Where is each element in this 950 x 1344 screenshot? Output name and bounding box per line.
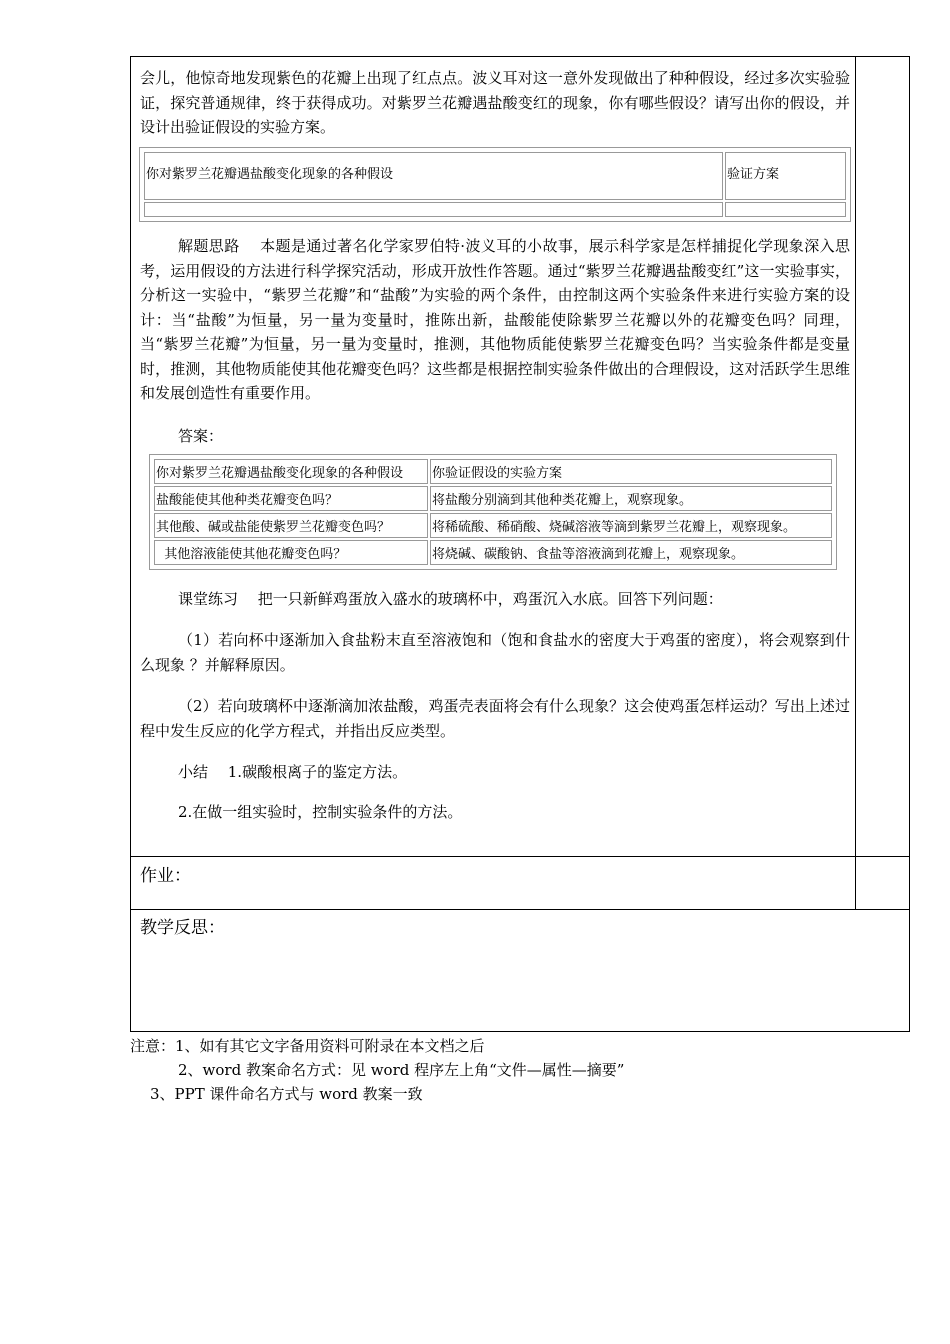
hypothesis-empty-cell xyxy=(144,202,723,217)
hypothesis-cell: 其他酸、碱或盐能使紫罗兰花瓣变色吗？ xyxy=(154,513,428,538)
answer-header-hypothesis: 你对紫罗兰花瓣遇盐酸变化现象的各种假设 xyxy=(154,459,428,484)
hypothesis-cell: 其他溶液能使其他花瓣变色吗？ xyxy=(154,540,428,565)
answer-label: 答案： xyxy=(178,427,224,445)
plan-cell: 将盐酸分别滴到其他种类花瓣上，观察现象。 xyxy=(430,486,832,511)
plan-cell: 将稀硫酸、稀硝酸、烧碱溶液等滴到紫罗兰花瓣上，观察现象。 xyxy=(430,513,832,538)
answer-table-header-row xyxy=(154,459,832,484)
summary-line-1: 小结 1.碳酸根离子的鉴定方法。 xyxy=(178,763,408,781)
reflection-divider xyxy=(130,909,910,910)
verification-header: 验证方案 xyxy=(725,152,846,200)
table-row xyxy=(154,513,832,538)
question-2: （2）若向玻璃杯中逐渐滴加浓盐酸，鸡蛋壳表面将会有什么现象？这会使鸡蛋怎样运动？写出上述过程中发生反应的化学方程式，并指出反应类型。 xyxy=(140,697,850,740)
reflection-label: 教学反思： xyxy=(140,918,225,938)
answer-table xyxy=(149,454,837,570)
note-line-3: 3、PPT 课件命名方式与 word 教案一致 xyxy=(150,1085,423,1103)
question-1: （1）若向杯中逐渐加入食盐粉末直至溶液饱和（饱和食盐水的密度大于鸡蛋的密度），将会观察到什么现象 ？并解释原因。 xyxy=(140,631,850,674)
plan-cell: 将烧碱、碳酸钠、食盐等溶液滴到花瓣上，观察现象。 xyxy=(430,540,832,565)
answer-header-plan: 你验证假设的实验方案 xyxy=(430,459,832,484)
note-line-1: 注意：1、如有其它文字备用资料可附录在本文档之后 xyxy=(130,1037,485,1055)
table-row xyxy=(154,540,832,565)
hypothesis-table xyxy=(139,147,851,222)
side-column-divider xyxy=(855,56,856,909)
hypothesis-cell: 盐酸能使其他种类花瓣变色吗？ xyxy=(154,486,428,511)
homework-divider xyxy=(130,856,910,857)
intro-paragraph: 会儿，他惊奇地发现紫色的花瓣上出现了红点点。波义耳对这一意外发现做出了种种假设，经过多次实验验证，探究普通规律，终于获得成功。对紫罗兰花瓣遇盐酸变红的现象，你有哪些假设？请写出你的假设，并设计出验证假设的实验方案。 xyxy=(140,69,850,136)
note-line-2: 2、word 教案命名方式：见 word 程序左上角“文件—属性—摘要” xyxy=(178,1061,625,1079)
practice-paragraph: 课堂练习 把一只新鲜鸡蛋放入盛水的玻璃杯中，鸡蛋沉入水底。回答下列问题： xyxy=(178,590,723,608)
table-row xyxy=(154,486,832,511)
hypothesis-header: 你对紫罗兰花瓣遇盐酸变化现象的各种假设 xyxy=(144,152,723,200)
homework-label: 作业： xyxy=(140,866,191,886)
summary-line-2: 2.在做一组实验时，控制实验条件的方法。 xyxy=(178,803,463,821)
verification-empty-cell xyxy=(725,202,846,217)
analysis-paragraph: 解题思路 本题是通过著名化学家罗伯特·波义耳的小故事，展示科学家是怎样捕捉化学现象深入思考，运用假设的方法进行科学探究活动，形成开放性作答题。通过“紫罗兰花瓣遇盐酸变红”这一实验事实，分析这一实验中，“紫罗兰花瓣”和“盐酸”为实验的两个条件，由控制这两个实验条件来进行实验方案的设计：当“盐酸”为恒量，另一量为变量时，推陈出新，盐酸能使除紫罗兰花瓣以外的花瓣变色吗？同理，当“紫罗兰花瓣”为恒量，另一量为变量时，推测，其他物质能使紫罗兰花瓣变色吗？当实验条件都是变量时，推测，其他物质能使其他花瓣变色吗？这些都是根据控制实验条件做出的合理假设，这对活跃学生思维和发展创造性有重要作用。 xyxy=(140,237,850,402)
